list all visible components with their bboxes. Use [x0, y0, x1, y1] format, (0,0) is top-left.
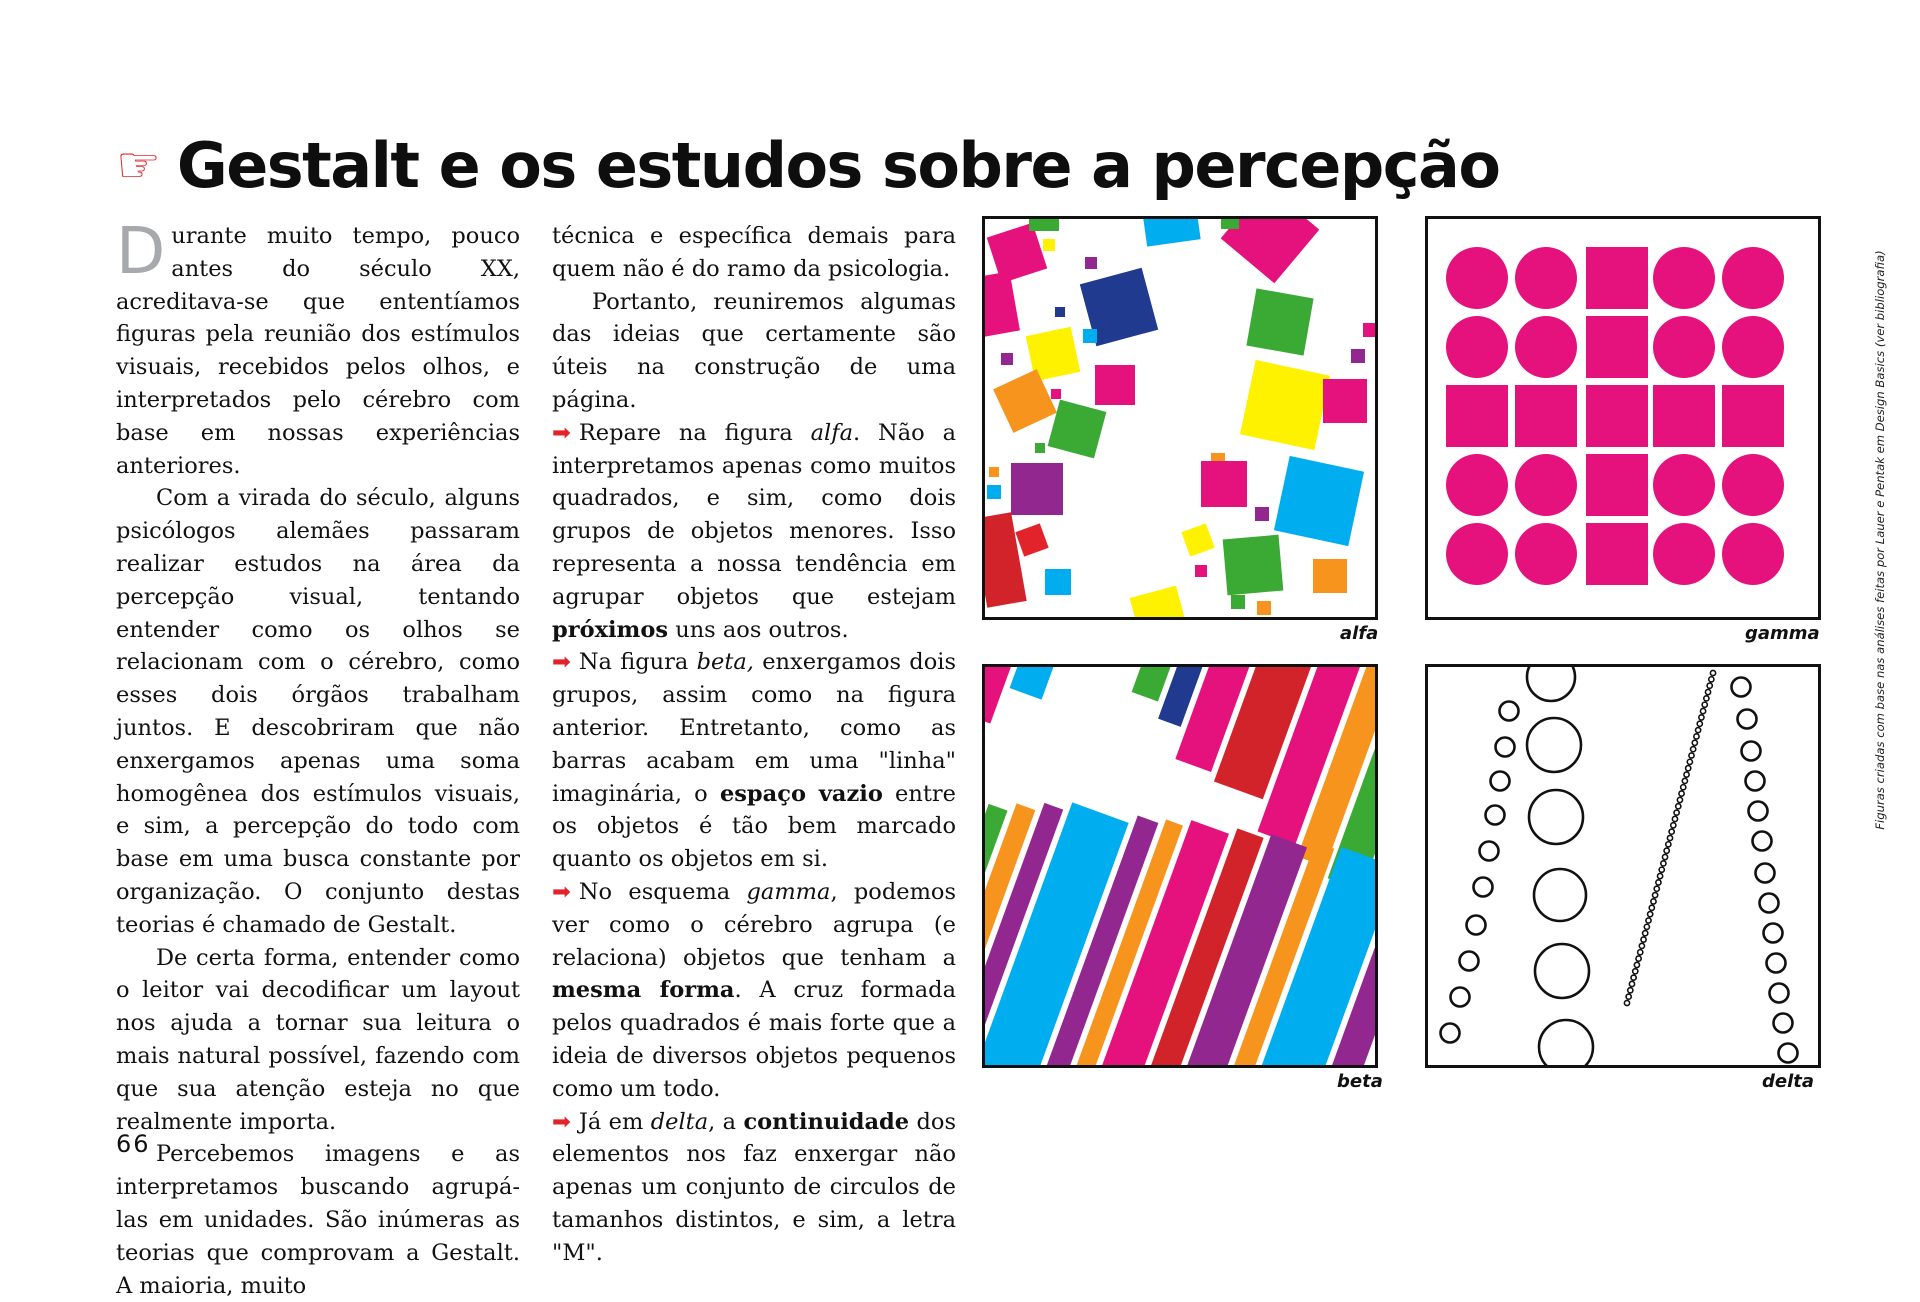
figure-credit-text: Figuras criadas com base nas análises feitas por Lauer e Pentak em Design Basics (ver bibliografia): [1873, 250, 1887, 830]
alfa-squares-graphic: [985, 219, 1375, 617]
text-column-1: [116, 215, 520, 1302]
delta-circles-graphic: [1428, 667, 1818, 1065]
pointing-hand-icon: ☞: [116, 136, 161, 194]
bullet-alfa: ➡ Repare na figura alfa. Não a interpretamos apenas como muitos quadrados, e sim, como dois grupos de objetos menores. Isso representa a nossa tendência em agrupar objetos que estejam próximos uns aos outros.: [552, 419, 956, 643]
page-title: [116, 120, 1499, 210]
beta-bars-graphic: [985, 667, 1375, 1065]
paragraph-6: Portanto, reuniremos algumas das ideias que certamente são úteis na construção de uma página.: [552, 288, 956, 413]
figure-delta: [1425, 664, 1821, 1068]
label-beta: beta: [1337, 1071, 1383, 1092]
label-alfa: alfa: [1340, 623, 1379, 644]
text-column-2: [552, 220, 956, 1270]
red-arrow-icon: ➡: [552, 878, 571, 905]
figure-alfa: [982, 216, 1378, 620]
paragraph-1-text: urante muito tempo, pouco antes do século XX, acreditava-se que ententíamos figuras pela reunião dos estímulos visuais, recebidos pelos olhos, e interpretados pelo cérebro com base em nossas experiências anteriores.: [116, 223, 520, 479]
title-text: Gestalt e os estudos sobre a percepção: [176, 128, 1500, 202]
drop-cap: D: [116, 215, 166, 289]
figure-gamma: [1425, 216, 1821, 620]
red-arrow-icon: ➡: [552, 419, 571, 446]
figure-beta: [982, 664, 1378, 1068]
bullet-beta: ➡ Na figura beta, enxergamos dois grupos, assim como na figura anterior. Entretanto, como as barras acabam em uma "linha" imaginária, o espaço vazio entre os objetos é tão bem marcado quanto os objetos em si.: [552, 649, 957, 873]
paragraph-4: Percebemos imagens e as interpretamos buscando agrupá-las em unidades. São inúmeras as teorias que comprovam a Gestalt. A maioria, muito: [116, 1141, 520, 1299]
page-number: 66: [116, 1130, 151, 1158]
gamma-shapes-graphic: [1428, 219, 1818, 617]
figure-credit: [1873, 210, 1897, 870]
label-gamma: gamma: [1745, 623, 1820, 644]
bullet-delta: ➡ Já em delta, a continuidade dos elementos nos faz enxergar não apenas um conjunto de circulos de tamanhos distintos, e sim, a letra "M".: [552, 1108, 956, 1266]
label-delta: delta: [1762, 1071, 1815, 1092]
paragraph-2: Com a virada do século, alguns psicólogos alemães passaram realizar estudos na área da percepção visual, tentando entender como os olhos se relacionam com o cérebro, como esses dois órgãos trabalham juntos. E descobriram que não enxergamos apenas uma soma homogênea dos estímulos visuais, e sim, a percepção do todo com base em uma busca constante por organização. O conjunto destas teorias é chamado de Gestalt.: [116, 485, 520, 938]
bullet-gamma: ➡ No esquema gamma, podemos ver como o cérebro agrupa (e relaciona) objetos que tenham a mesma forma. A cruz formada pelos quadrados é mais forte que a ideia de diversos objetos pequenos como um todo.: [552, 878, 956, 1102]
red-arrow-icon: ➡: [552, 1108, 571, 1135]
paragraph-3: De certa forma, entender como o leitor vai decodificar um layout nos ajuda a tornar sua leitura o mais natural possível, fazendo com que sua atenção esteja no que realmente importa.: [116, 944, 520, 1135]
red-arrow-icon: ➡: [552, 649, 571, 676]
paragraph-5: técnica e específica demais para quem não é do ramo da psicologia.: [552, 223, 956, 282]
paragraph-1: [116, 215, 520, 482]
